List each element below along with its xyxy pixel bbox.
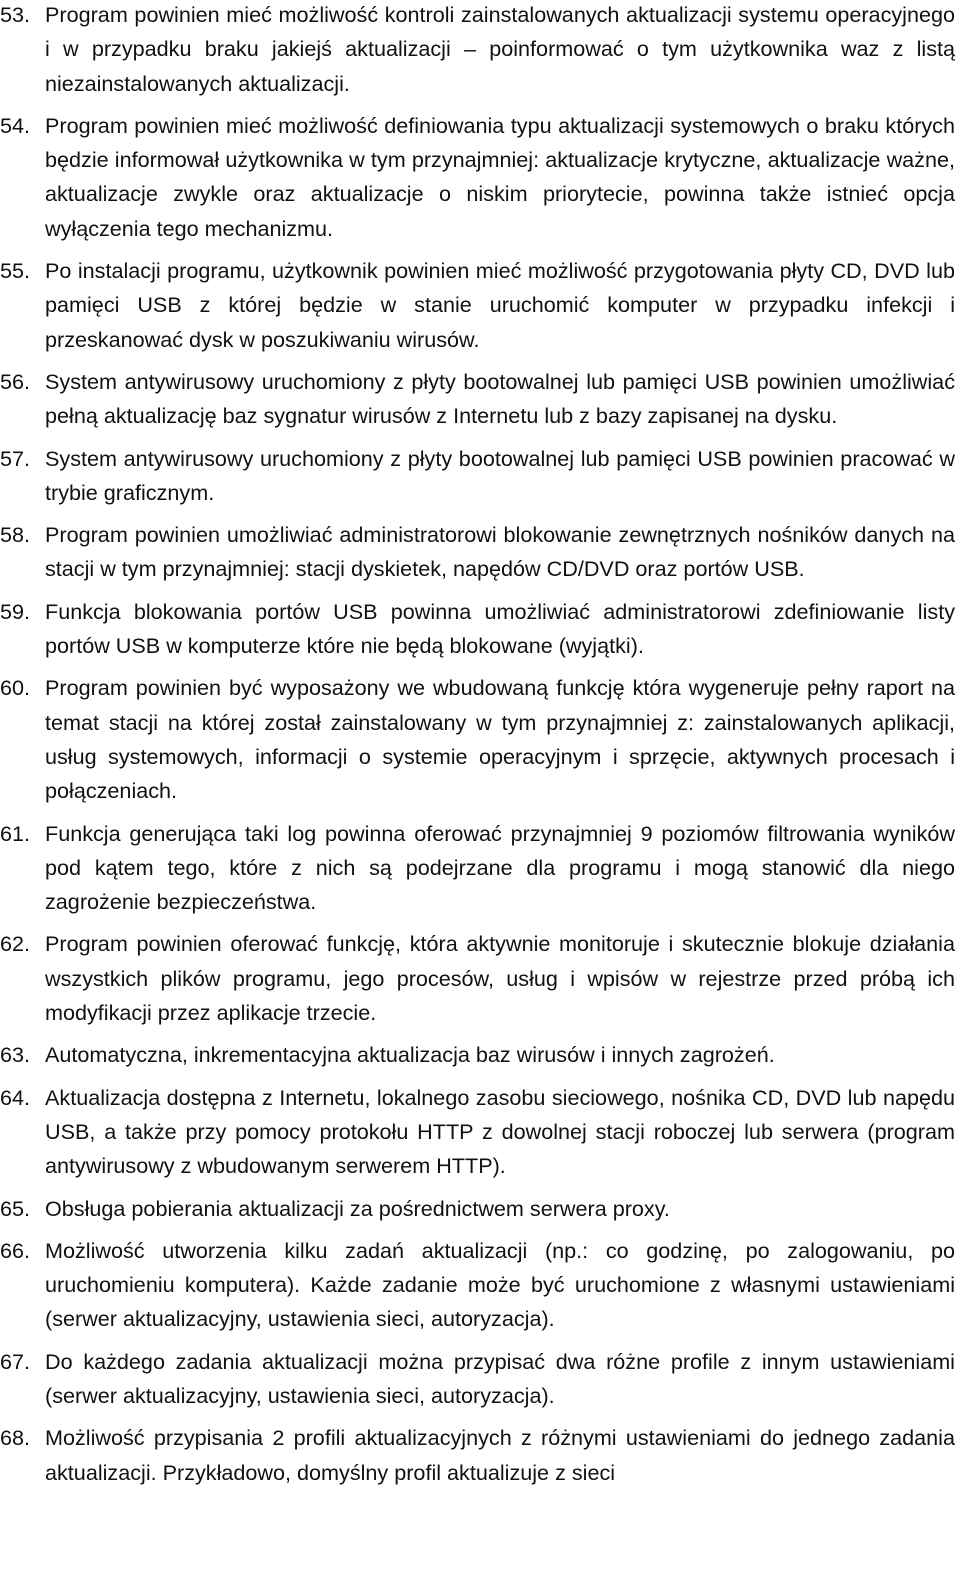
list-item xyxy=(0,1038,960,1072)
item-text: Funkcja blokowania portów USB powinna umożliwiać administratorowi zdefiniowanie listy portów USB w komputerze które nie będą blokowane (wyjątki). xyxy=(45,598,955,659)
list-item xyxy=(0,595,960,664)
item-number: 59. xyxy=(0,598,31,624)
item-text: Funkcja generująca taki log powinna oferować przynajmniej 9 poziomów filtrowania wyników pod kątem tego, które z nich są podejrzane dla programu i mogą stanowić dla niego zagrożenie bezpieczeństwa. xyxy=(45,820,955,915)
list-item xyxy=(0,442,960,511)
item-text: Po instalacji programu, użytkownik powinien mieć możliwość przygotowania płyty CD, DVD lub pamięci USB z której będzie w stanie uruchomić komputer w przypadku infekcji i przeskanować dysk w poszukiwaniu wirusów. xyxy=(45,258,955,352)
list-item xyxy=(0,817,960,920)
item-text: Program powinien umożliwiać administratorowi blokowanie zewnętrznych nośników danych na stacji w tym przynajmniej: stacji dyskietek, napędów CD/DVD oraz portów USB. xyxy=(45,522,955,582)
list-item xyxy=(0,1081,960,1184)
item-text: System antywirusowy uruchomiony z płyty bootowalnej lub pamięci USB powinien pracować w trybie graficznym. xyxy=(45,445,955,505)
list-item xyxy=(0,109,960,246)
item-number: 55. xyxy=(0,258,31,284)
item-number: 67. xyxy=(0,1348,31,1374)
item-number: 68. xyxy=(0,1425,31,1451)
item-number: 62. xyxy=(0,931,31,957)
item-number: 64. xyxy=(0,1084,31,1110)
list-item xyxy=(0,1421,960,1490)
list-item xyxy=(0,1192,960,1226)
list-item xyxy=(0,518,960,587)
item-text: Aktualizacja dostępna z Internetu, lokalnego zasobu sieciowego, nośnika CD, DVD lub napędu USB, a także przy pomocy protokołu HTTP z dowolnej stacji roboczej lub serwera (program antywirusowy z wbudowanym serwerem HTTP). xyxy=(45,1084,955,1179)
item-text: Program powinien oferować funkcję, która aktywnie monitoruje i skutecznie blokuje działania wszystkich plików programu, jego procesów, usług i wpisów w rejestrze przed próbą ich modyfikacji przez aplikacje trzecie. xyxy=(45,931,955,1026)
list-item xyxy=(0,1345,960,1414)
item-text: Program powinien być wyposażony we wbudowaną funkcję która wygeneruje pełny raport na temat stacji na której został zainstalowany w tym przynajmniej z: zainstalowanych aplikacji, usług systemowych, informacji o systemie operacyjnym i sprzęcie, aktywnych procesach i połączeniach. xyxy=(45,675,955,804)
list-item xyxy=(0,0,960,101)
item-text: Automatyczna, inkrementacyjna aktualizacja baz wirusów i innych zagrożeń. xyxy=(45,1042,775,1068)
item-text: Program powinien mieć możliwość definiowania typu aktualizacji systemowych o braku których będzie informował użytkownika w tym przynajmniej: aktualizacje krytyczne, aktualizacje ważne, aktualizacje zwykle oraz aktualizacje o niskim priorytecie, powinna także istnieć opcja wyłączenia tego mechanizmu. xyxy=(45,112,955,241)
item-text: Program powinien mieć możliwość kontroli zainstalowanych aktualizacji systemu operacyjnego i w przypadku braku jakiejś aktualizacji – poinformować o tym użytkownika waz z listą niezainstalowanych aktualizacji. xyxy=(45,2,955,96)
item-text: Do każdego zadania aktualizacji można przypisać dwa różne profile z innym ustawieniami (serwer aktualizacyjny, ustawienia sieci, autoryzacja). xyxy=(45,1348,955,1408)
item-text: System antywirusowy uruchomiony z płyty bootowalnej lub pamięci USB powinien umożliwiać pełną aktualizację baz sygnatur wirusów z Internetu lub z bazy zapisanej na dysku. xyxy=(45,368,955,429)
item-number: 60. xyxy=(0,675,31,701)
list-item xyxy=(0,671,960,808)
list-item xyxy=(0,365,960,434)
item-number: 58. xyxy=(0,522,31,548)
list-item xyxy=(0,254,960,357)
item-number: 66. xyxy=(0,1237,31,1263)
item-number: 57. xyxy=(0,445,31,471)
item-number: 56. xyxy=(0,368,31,394)
item-number: 61. xyxy=(0,820,31,846)
item-number: 65. xyxy=(0,1195,31,1221)
item-text: Możliwość przypisania 2 profili aktualizacyjnych z różnymi ustawieniami do jednego zadania aktualizacji. Przykładowo, domyślny profil aktualizuje z sieci xyxy=(45,1425,955,1485)
list-item xyxy=(0,927,960,1030)
list-item xyxy=(0,1234,960,1337)
item-number: 54. xyxy=(0,112,31,138)
item-number: 63. xyxy=(0,1042,31,1068)
item-text: Obsługa pobierania aktualizacji za pośrednictwem serwera proxy. xyxy=(45,1195,670,1221)
item-number: 53. xyxy=(0,2,31,27)
item-text: Możliwość utworzenia kilku zadań aktualizacji (np.: co godzinę, po zalogowaniu, po uruchomieniu komputera). Każde zadanie może być uruchomione z własnymi ustawieniami (serwer aktualizacyjny, ustawienia sieci, autoryzacja). xyxy=(45,1237,955,1332)
